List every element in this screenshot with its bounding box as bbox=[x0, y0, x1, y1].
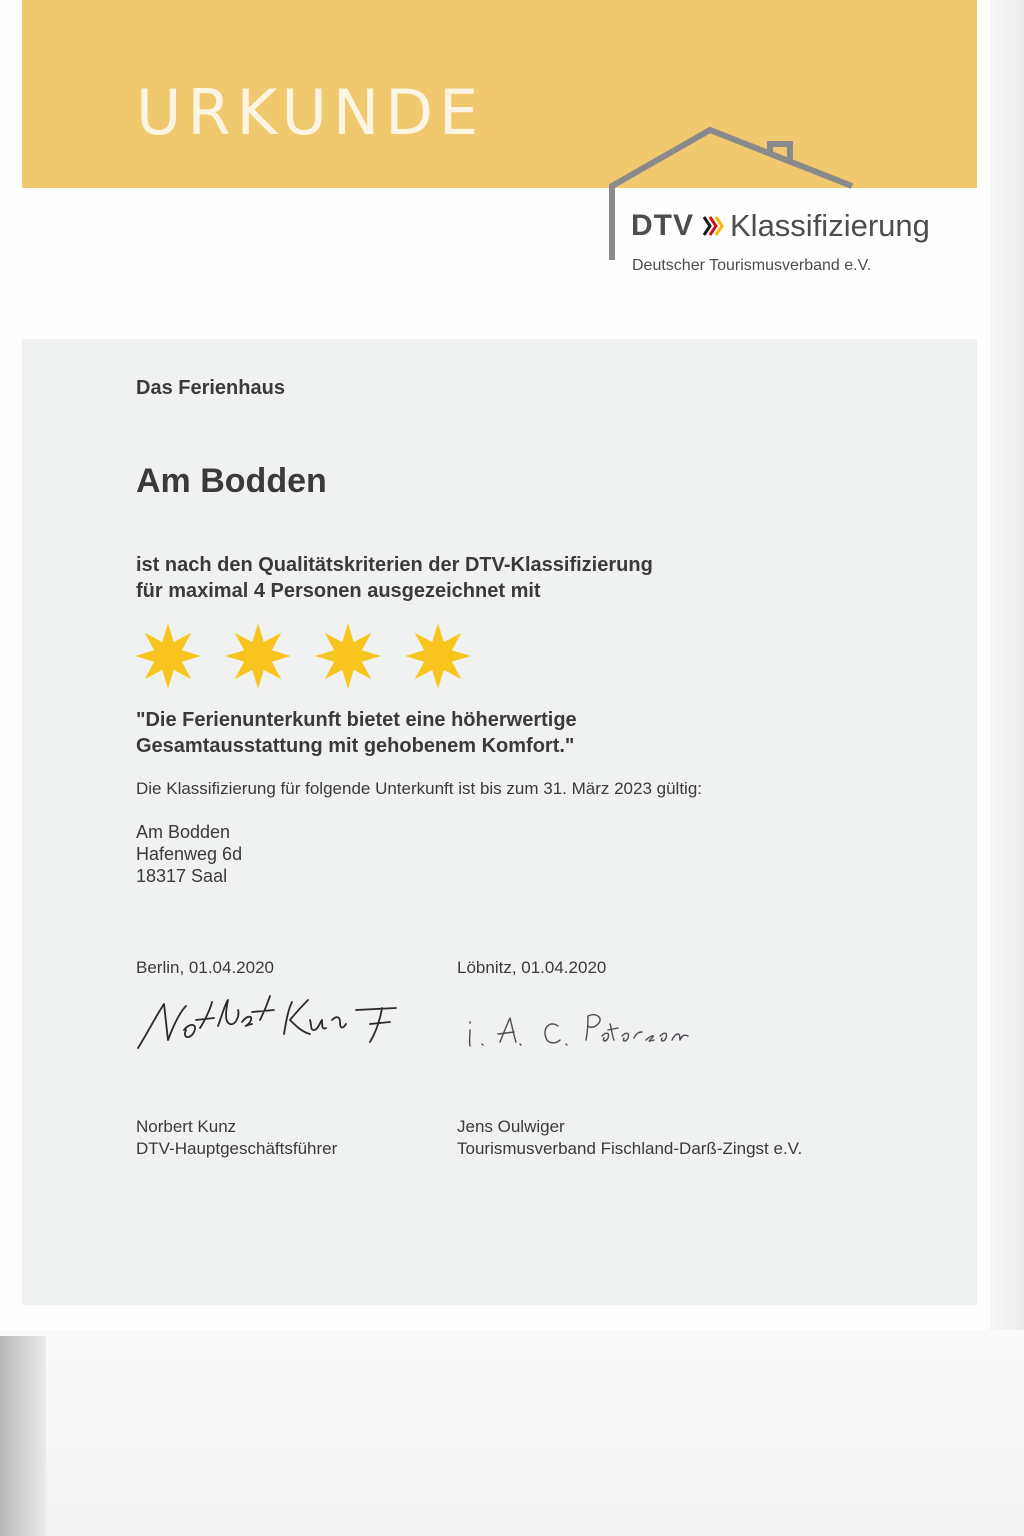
criteria-line-1: ist nach den Qualitätskriterien der DTV-Klassifizierung bbox=[136, 554, 653, 576]
signature-norbert-kunz bbox=[134, 990, 414, 1060]
criteria-line-2: für maximal 4 Personen ausgezeichnet mit bbox=[136, 580, 541, 602]
logo-brand: DTV bbox=[631, 209, 694, 242]
right-signatory-name: Jens Oulwiger bbox=[457, 1117, 565, 1136]
criteria-text bbox=[136, 552, 653, 604]
star-icon bbox=[404, 622, 472, 690]
star-icon bbox=[224, 622, 292, 690]
address-block bbox=[136, 821, 242, 887]
intro-text: Das Ferienhaus bbox=[136, 377, 285, 399]
address-line-1: Am Bodden bbox=[136, 822, 231, 842]
quote-line-1: "Die Ferienunterkunft bietet eine höherwertige bbox=[136, 709, 577, 731]
address-line-2: Hafenweg 6d bbox=[136, 844, 243, 864]
star-icon bbox=[134, 622, 202, 690]
logo-product: Klassifizierung bbox=[730, 208, 930, 243]
scan-bottom-strip bbox=[0, 1330, 1024, 1536]
certificate-title: URKUNDE bbox=[136, 76, 485, 149]
signature-petersen bbox=[462, 1000, 702, 1060]
logo-subtitle: Deutscher Tourismusverband e.V. bbox=[632, 257, 872, 274]
star-icon bbox=[314, 622, 382, 690]
dtv-logo bbox=[631, 208, 930, 244]
chevrons-icon bbox=[702, 214, 724, 238]
left-place-date: Berlin, 01.04.2020 bbox=[136, 958, 274, 977]
quote-line-2: Gesamtausstattung mit gehobenem Komfort." bbox=[136, 735, 575, 757]
address-line-3: 18317 Saal bbox=[136, 866, 228, 886]
validity-text: Die Klassifizierung für folgende Unterkunft ist bis zum 31. März 2023 gültig: bbox=[136, 779, 702, 798]
quote-text bbox=[136, 707, 577, 759]
left-signatory-role: DTV-Hauptgeschäftsführer bbox=[136, 1139, 338, 1158]
left-signatory-name: Norbert Kunz bbox=[136, 1117, 237, 1136]
scan-right-edge bbox=[990, 0, 1024, 1330]
scan-bottom-shadow bbox=[0, 1336, 46, 1536]
star-rating bbox=[134, 622, 472, 690]
right-signatory-role: Tourismusverband Fischland-Darß-Zingst e.V. bbox=[457, 1139, 803, 1158]
property-name: Am Bodden bbox=[136, 462, 327, 500]
left-signatory bbox=[136, 1116, 337, 1160]
right-place-date: Löbnitz, 01.04.2020 bbox=[457, 958, 607, 977]
right-signatory bbox=[457, 1116, 802, 1160]
